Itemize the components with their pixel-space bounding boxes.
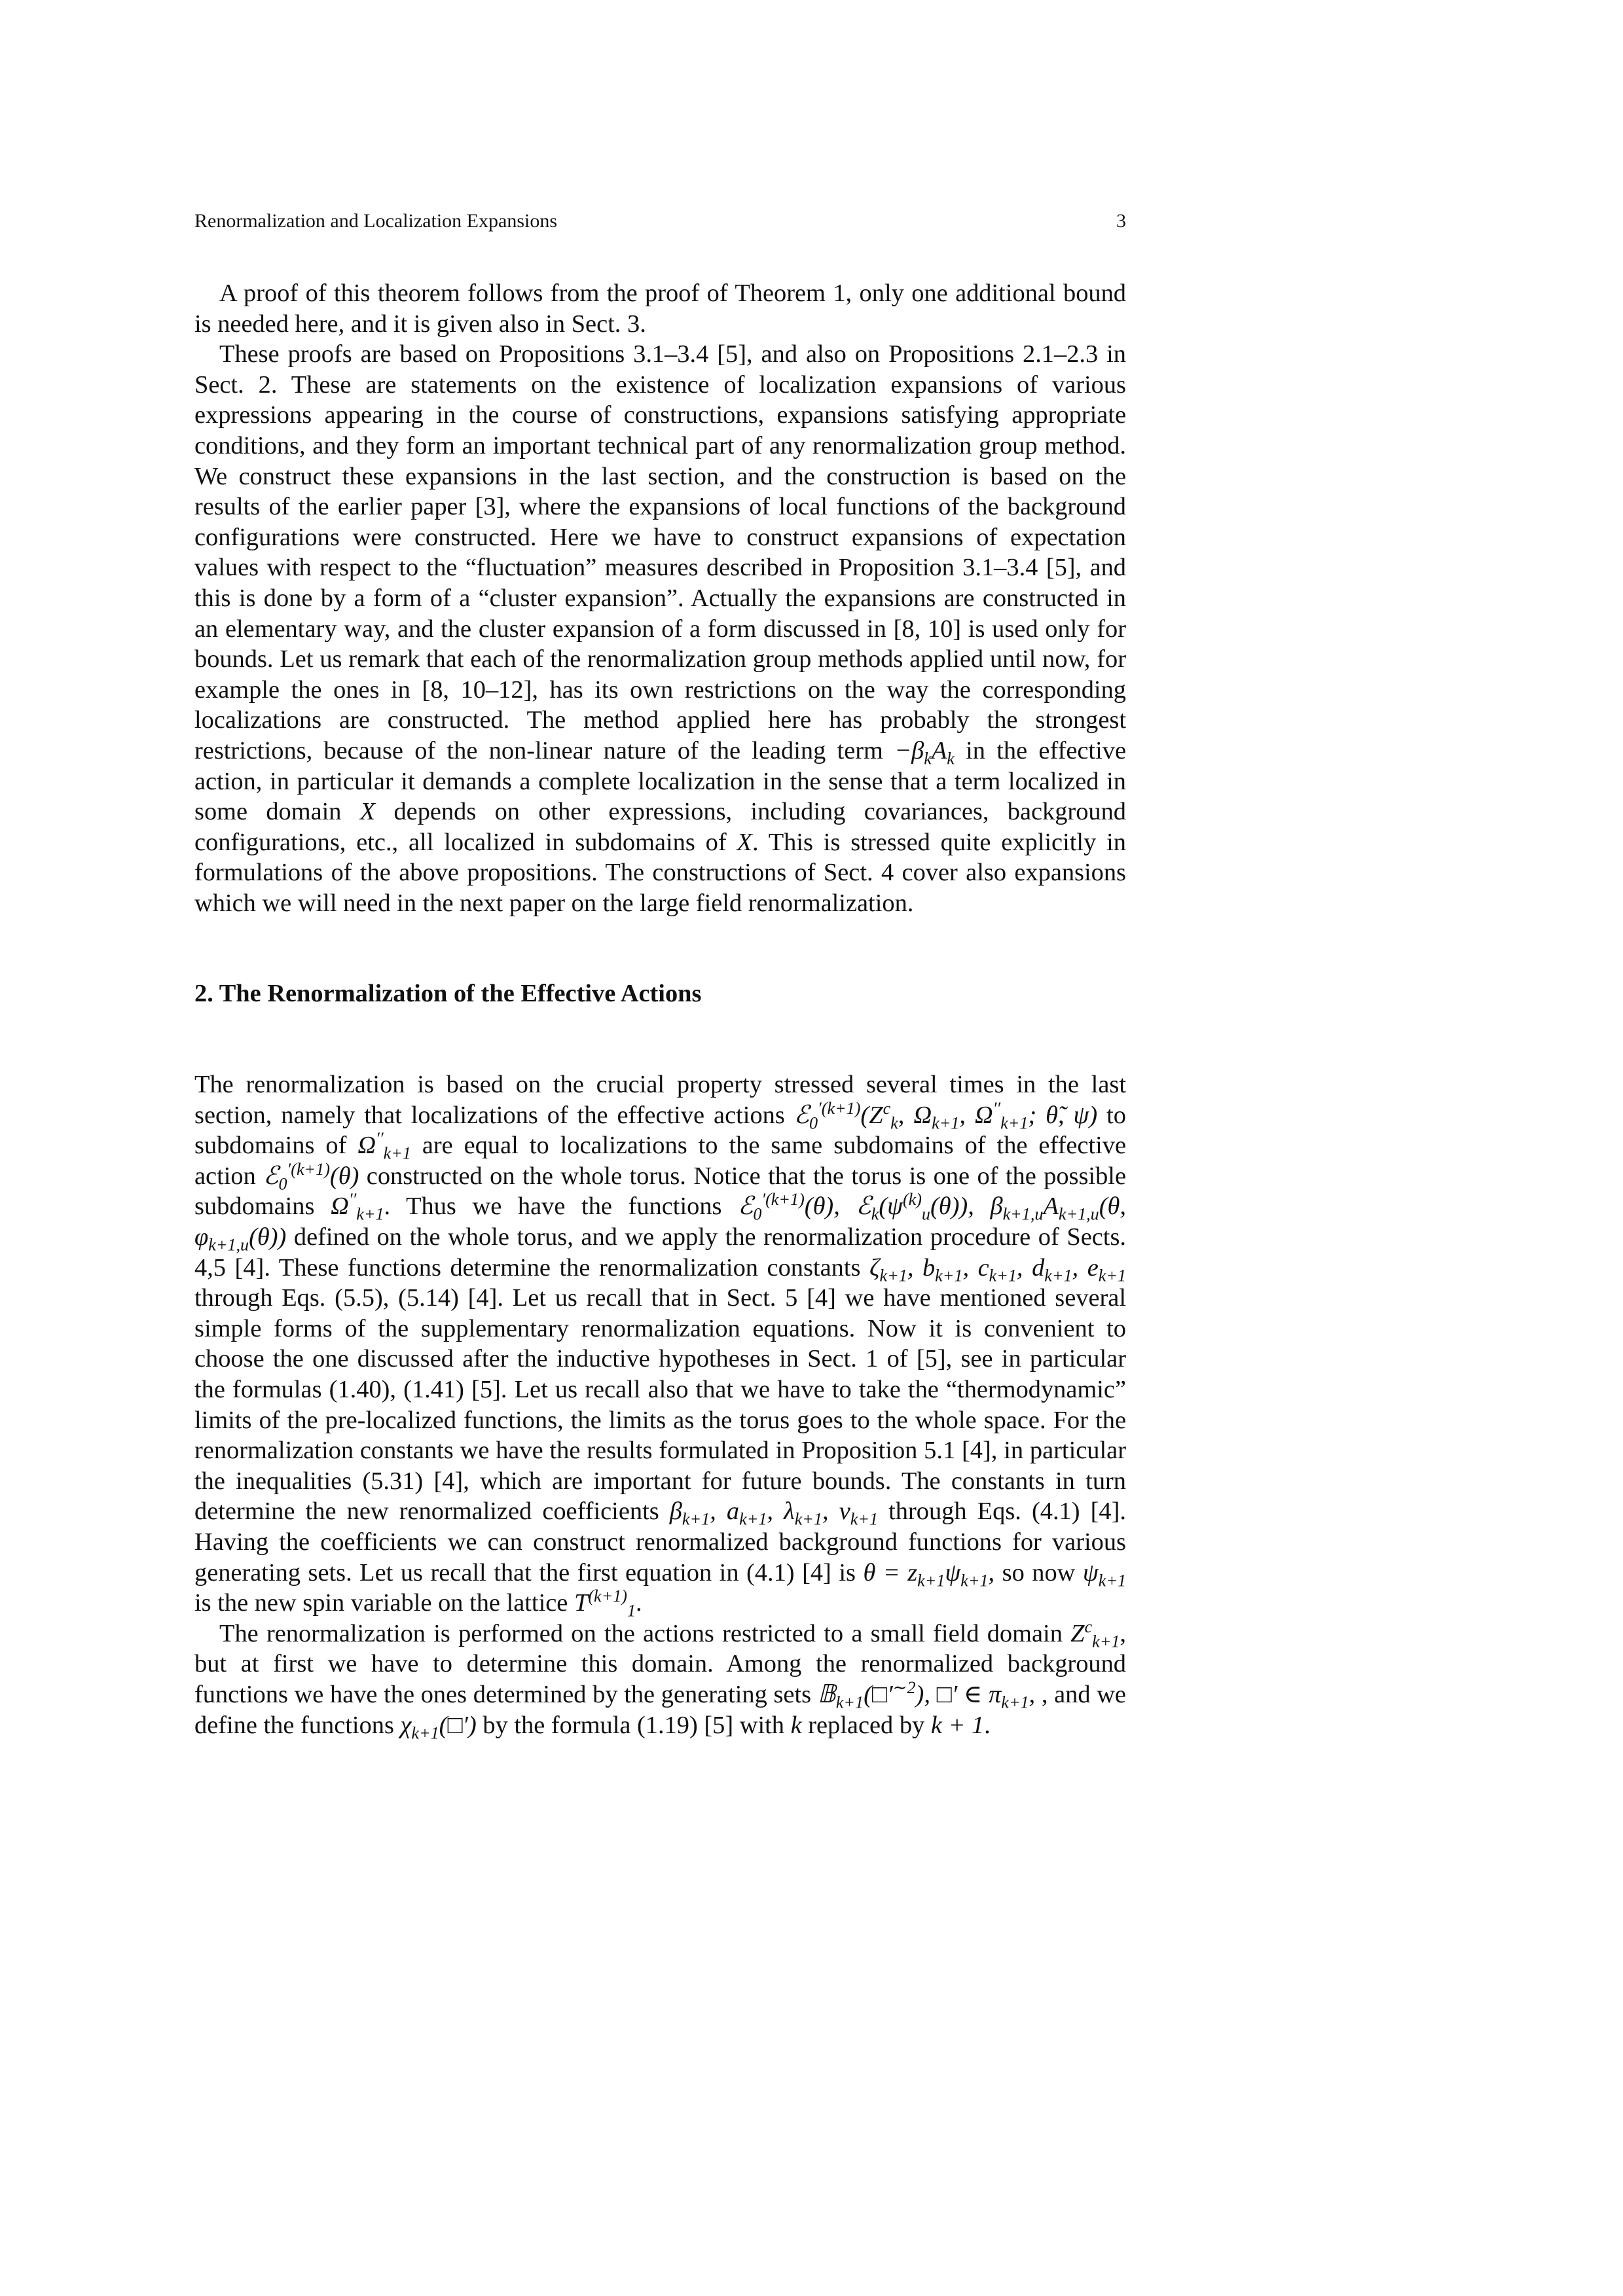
formula-sub: k+1 bbox=[932, 1113, 960, 1133]
formula-symbol: Z bbox=[869, 1101, 883, 1129]
paragraph-3-text: are equal to localizations to the same subdomains of the effective action bbox=[194, 1132, 1126, 1190]
formula-sub: k+1,u bbox=[208, 1235, 249, 1255]
formula-sup: ′(k+1) bbox=[761, 1190, 805, 1210]
running-title: Renormalization and Localization Expansions bbox=[194, 210, 558, 232]
paragraph-3-text: . Thus we have the functions bbox=[384, 1193, 739, 1221]
formula-beta: −β bbox=[894, 736, 924, 764]
formula-symbol: Ω bbox=[974, 1101, 993, 1129]
formula-symbol: (ψ bbox=[879, 1193, 903, 1221]
formula-sub: k+1 bbox=[1044, 1266, 1072, 1285]
formula-symbol: T bbox=[574, 1589, 589, 1617]
formula-sup: (k+1) bbox=[588, 1587, 627, 1606]
formula-sup: c bbox=[883, 1098, 891, 1118]
formula-symbol: , ν bbox=[822, 1498, 850, 1526]
formula-sub: k bbox=[947, 749, 955, 768]
formula-sub: k bbox=[871, 1205, 879, 1225]
formula-sub: k+1 bbox=[383, 1143, 411, 1163]
body-text bbox=[194, 278, 1127, 1743]
formula-symbol: ℰ bbox=[856, 1193, 871, 1221]
formula-symbol: Ω bbox=[357, 1132, 376, 1160]
formula-sub: 0 bbox=[809, 1113, 818, 1133]
formula-sub: 0 bbox=[278, 1174, 287, 1194]
formula-X: X bbox=[359, 798, 376, 826]
formula-sub: k+1 bbox=[850, 1510, 879, 1530]
formula-sup: ′′ bbox=[348, 1190, 357, 1210]
formula-sub: k bbox=[890, 1113, 898, 1133]
formula-symbol: , b bbox=[907, 1253, 936, 1282]
formula-k: k bbox=[790, 1711, 802, 1739]
paragraph-3-text: through Eqs. (5.5), (5.14) [4]. Let us recall that in Sect. 5 [4] we have mentioned several simple forms of the supplementary renormalization equations. Now it is convenient to choose the one discussed after the inductive hypotheses in Sect. 1 of [5], see in particular the formulas (1.40), (1.41) [5]. Let us recall also that we have to take the “thermodynamic” limits of the pre-localized functions, the limits as the torus goes to the whole space. For the renormalization constants we have the results formulated in Proposition 5.1 [4], in particular the inequalities (5.31) [4], which are important for future bounds. The constants in turn determine the new renormalized coefficients bbox=[194, 1284, 1126, 1526]
paragraph-2-text: in the effective action, in particular it demands a complete localization in the sense that a term localized in some domain bbox=[194, 736, 1126, 826]
formula-sup: ∼2 bbox=[892, 1678, 916, 1698]
paragraph-4 bbox=[194, 1617, 1126, 1743]
formula-symbol: Z bbox=[1070, 1619, 1085, 1647]
formula-symbol: (□′ bbox=[864, 1680, 893, 1708]
formula-symbol: (θ)) bbox=[249, 1223, 287, 1251]
formula-theta-equation bbox=[863, 1558, 989, 1590]
formula-sub: k+1 bbox=[935, 1266, 963, 1285]
formula-sub: k+1 bbox=[1098, 1571, 1126, 1590]
paragraph-3-text: , so now bbox=[988, 1558, 1083, 1587]
formula-constants bbox=[869, 1253, 1126, 1285]
paragraph-4-text: The renormalization is performed on the actions restricted to a small field domain bbox=[219, 1619, 1071, 1647]
formula-effective-action bbox=[793, 1098, 1098, 1133]
formula-chi bbox=[400, 1711, 477, 1743]
formula-sub: k+1 bbox=[1001, 1693, 1029, 1712]
formula-k-plus-one: k + 1 bbox=[930, 1711, 985, 1739]
formula-sub: k+1 bbox=[411, 1723, 439, 1743]
paragraph-4-text: , and we define the functions bbox=[194, 1680, 1126, 1739]
paragraph-2-text: depends on other expressions, including covariances, background configurations, etc., all localized in subdomains of bbox=[194, 798, 1126, 856]
formula-symbol: 𝔹 bbox=[817, 1680, 836, 1708]
formula-symbol: ( bbox=[860, 1101, 869, 1129]
formula-symbol: , bbox=[959, 1101, 975, 1129]
paragraph-3-text: . bbox=[636, 1589, 642, 1617]
paragraph-3 bbox=[194, 1069, 1126, 1619]
formula-symbol: θ = z bbox=[863, 1558, 918, 1587]
formula-sup: ′′ bbox=[376, 1129, 384, 1149]
formula-symbol: ; θ̃, ψ) bbox=[1028, 1101, 1098, 1129]
paragraph-3-text: through Eqs. (4.1) [4]. Having the coefficients we can construct renormalized background functions for various generating sets. Let us recall that the first equation in (4.1) [4] is bbox=[194, 1498, 1127, 1587]
paragraph-4-text: replaced by bbox=[801, 1711, 931, 1739]
formula-symbol: β bbox=[990, 1193, 1003, 1221]
formula-symbol: (θ)), bbox=[930, 1193, 974, 1221]
formula-psi bbox=[1082, 1558, 1126, 1590]
formula-sup: c bbox=[1084, 1617, 1093, 1636]
formula-symbol: (θ), bbox=[804, 1193, 856, 1221]
formula-sub: k+1 bbox=[989, 1266, 1017, 1285]
formula-symbol: , λ bbox=[767, 1498, 795, 1526]
paragraph-4-text: . bbox=[984, 1711, 991, 1739]
formula-sub: k+1 bbox=[356, 1205, 384, 1225]
paragraph-2-text: . This is stressed quite explicitly in formulations of the above propositions. The constructions of Sect. 4 cover also expansions which we will need in the next paper on the large field renormalization. bbox=[194, 828, 1127, 917]
formula-symbol: β bbox=[669, 1498, 682, 1526]
formula-X: X bbox=[737, 828, 752, 856]
paragraph-3-text: is the new spin variable on the lattice bbox=[194, 1589, 574, 1617]
formula-sup: ′(k+1) bbox=[287, 1160, 330, 1179]
formula-generating-sets bbox=[817, 1678, 1036, 1712]
formula-omega bbox=[357, 1129, 411, 1163]
formula-A: A bbox=[931, 736, 947, 764]
formula-symbol: ψ bbox=[1082, 1558, 1099, 1587]
formula-sub: k+1,u bbox=[1058, 1205, 1099, 1225]
paragraph-4-text: by the formula (1.19) [5] with bbox=[476, 1711, 791, 1739]
formula-lattice bbox=[574, 1587, 636, 1621]
formula-sub: k+1 bbox=[917, 1571, 945, 1590]
section-heading: 2. The Renormalization of the Effective Actions bbox=[194, 980, 702, 1008]
formula-sub: k+1 bbox=[739, 1510, 767, 1530]
paragraph-3-text: defined on the whole torus, and we apply the renormalization procedure of Sects. 4,5 [4]. These functions determine the renormalization constants bbox=[194, 1223, 1126, 1282]
formula-symbol: , d bbox=[1016, 1253, 1045, 1282]
formula-coefficients bbox=[669, 1498, 879, 1530]
formula-symbol: ζ bbox=[869, 1253, 880, 1282]
formula-small-field-domain bbox=[1070, 1617, 1120, 1651]
formula-sub: k+1 bbox=[682, 1510, 710, 1530]
formula-omega bbox=[331, 1190, 384, 1225]
formula-symbol: , c bbox=[962, 1253, 989, 1282]
formula-symbol: , bbox=[1029, 1680, 1036, 1708]
formula-sub: u bbox=[921, 1205, 930, 1225]
formula-sub: 1 bbox=[627, 1601, 636, 1621]
paragraph-1: A proof of this theorem follows from the proof of Theorem 1, only one additional bound is needed here, and it is given also in Sect. 3. bbox=[194, 279, 1126, 338]
formula-effective-action-theta bbox=[263, 1160, 359, 1194]
formula-symbol: (θ, φ bbox=[194, 1193, 1126, 1251]
formula-symbol: χ bbox=[400, 1711, 412, 1739]
formula-sub: k+1 bbox=[835, 1693, 864, 1712]
formula-symbol: Ω bbox=[331, 1193, 349, 1221]
paragraph-3-text: constructed on the whole torus. Notice that the torus is one of the possible subdomains bbox=[194, 1162, 1127, 1221]
formula-symbol: (θ) bbox=[329, 1162, 359, 1190]
paragraph-4-text: , but at first we have to determine this domain. Among the renormalized background functions we have the ones determined by the generating sets bbox=[194, 1619, 1126, 1708]
formula-symbol: ℰ bbox=[738, 1193, 754, 1221]
formula-sub: k+1 bbox=[794, 1510, 822, 1530]
formula-symbol: , e bbox=[1072, 1253, 1099, 1282]
formula-symbol: , bbox=[898, 1101, 914, 1129]
formula-symbol: A bbox=[1043, 1193, 1059, 1221]
formula-sub: k+1 bbox=[1092, 1632, 1120, 1651]
paragraph-3-text: to subdomains of bbox=[194, 1101, 1126, 1160]
formula-beta-a bbox=[894, 736, 955, 768]
page-number: 3 bbox=[1116, 210, 1126, 232]
paragraph-2 bbox=[194, 339, 1126, 918]
formula-symbol: Ω bbox=[913, 1101, 932, 1129]
formula-sub: k+1,u bbox=[1002, 1205, 1044, 1225]
formula-symbol: ℰ bbox=[793, 1101, 809, 1129]
formula-symbol: ), □′ ∈ π bbox=[915, 1680, 1002, 1708]
formula-sub: 0 bbox=[753, 1205, 762, 1225]
formula-sub: k+1 bbox=[1098, 1266, 1126, 1285]
formula-sup: ′(k+1) bbox=[818, 1098, 861, 1118]
formula-symbol: ψ bbox=[945, 1558, 961, 1587]
formula-symbol: ℰ bbox=[263, 1162, 279, 1190]
formula-sup: (k) bbox=[902, 1190, 922, 1210]
formula-sup: ′′ bbox=[993, 1098, 1001, 1118]
formula-sub: k+1 bbox=[879, 1266, 907, 1285]
formula-symbol: , a bbox=[710, 1498, 740, 1526]
formula-symbol: (□′) bbox=[439, 1711, 477, 1739]
paragraph-3-text: The renormalization is based on the crucial property stressed several times in the last section, namely that localizations of the effective actions bbox=[194, 1071, 1126, 1129]
formula-sub: k+1 bbox=[960, 1571, 989, 1590]
formula-sub: k+1 bbox=[1000, 1113, 1029, 1133]
paragraph-2-text: These proofs are based on Propositions 3.1–3.4 [5], and also on Propositions 2.1–2.3 in Sect. 2. These are statements on the existence of localization expansions of various expressions appearing in the course of constructions, expansions satisfying appropriate conditions, and they form an important technical part of any renormalization group method. We construct these expansions in the last section, and the construction is based on the results of the earlier paper [3], where the expansions of local functions of the background configurations were constructed. Here we have to construct expansions of expectation values with respect to the “fluctuation” measures described in Proposition 3.1–3.4 [5], and this is done by a form of a “cluster expansion”. Actually the expansions are constructed in an elementary way, and the cluster expansion of a form discussed in [8, 10] is used only for bounds. Let us remark that each of the renormalization group methods applied until now, for example the ones in [8, 10–12], has its own restrictions on the way the corresponding localizations are constructed. The method applied here has probably the strongest restrictions, because of the non-linear nature of the leading term bbox=[194, 340, 1126, 764]
formula-sub: k bbox=[924, 749, 932, 768]
